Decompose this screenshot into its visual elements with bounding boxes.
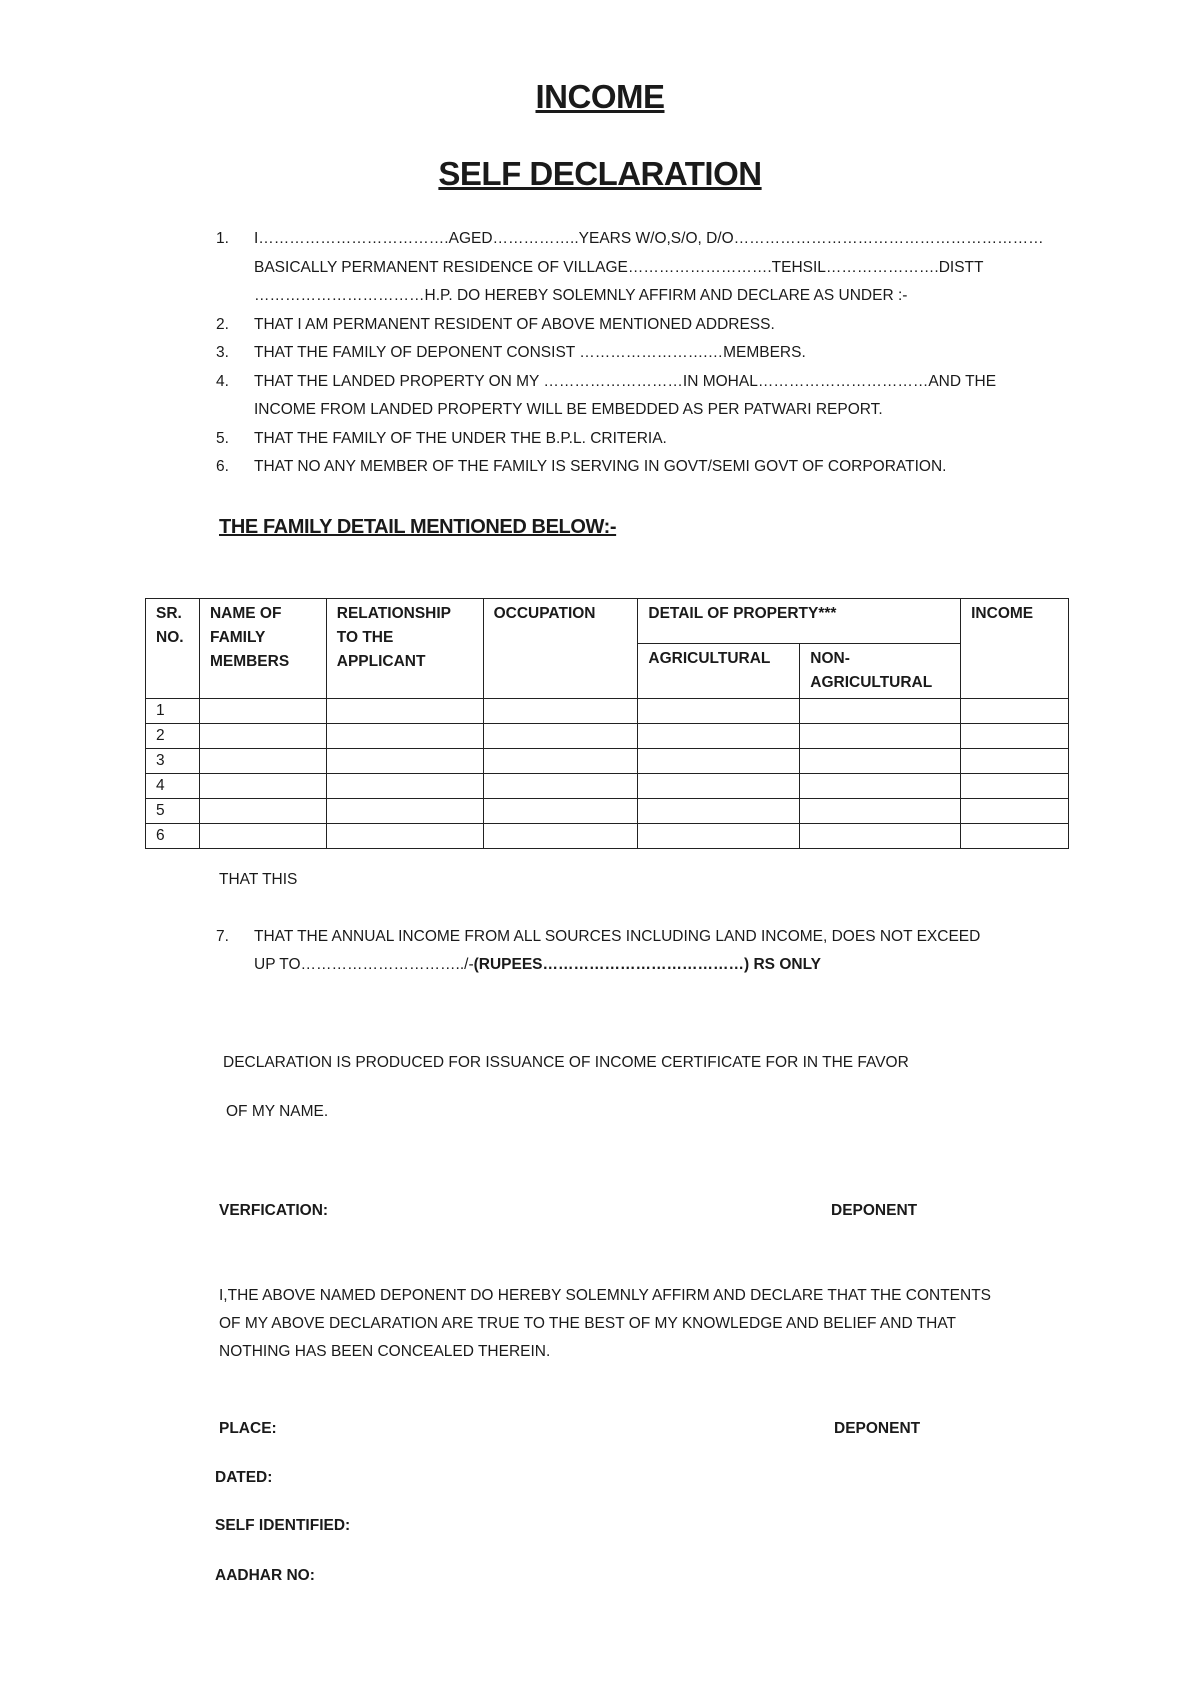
item-number: 3. — [216, 344, 229, 361]
item-line: THAT NO ANY MEMBER OF THE FAMILY IS SERVING IN GOVT/SEMI GOVT OF CORPORATION. — [254, 458, 947, 475]
table-row — [146, 749, 1069, 774]
item-number: 4. — [216, 372, 229, 390]
declaration-item-3 — [200, 339, 1080, 368]
cell-non-agricultural[interactable] — [800, 749, 961, 774]
cell-occupation[interactable] — [483, 699, 638, 724]
place-label: PLACE: — [219, 1420, 277, 1437]
item-number: 5. — [216, 429, 229, 447]
row-number: 1 — [146, 699, 200, 724]
table-row — [146, 724, 1069, 749]
cell-relationship[interactable] — [326, 749, 483, 774]
cell-relationship[interactable] — [326, 699, 483, 724]
that-this-text: THAT THIS — [219, 871, 298, 888]
document-subtitle: SELF DECLARATION — [438, 155, 762, 192]
dated-label: DATED: — [215, 1469, 273, 1486]
cell-relationship[interactable] — [326, 799, 483, 824]
cell-relationship[interactable] — [326, 824, 483, 849]
aadhar-label: AADHAR NO: — [215, 1567, 315, 1584]
header-relationship: RELATIONSHIP TO THE APPLICANT — [326, 599, 483, 699]
cell-name[interactable] — [199, 799, 326, 824]
table-row — [146, 774, 1069, 799]
item-line: THAT THE FAMILY OF DEPONENT CONSIST …………………….…MEMBERS. — [254, 344, 806, 361]
header-sr-no: SR. NO. — [146, 599, 200, 699]
item-line: I……………………………….AGED……………..YEARS W/O,S/O, D/O…………………………………………………… — [254, 230, 1044, 247]
deponent-label-top: DEPONENT — [831, 1202, 918, 1219]
cell-income[interactable] — [961, 724, 1069, 749]
header-non-agricultural: NON- AGRICULTURAL — [800, 644, 961, 699]
table-header-row — [146, 599, 1069, 644]
verification-text — [219, 1282, 1099, 1366]
declaration-item-2 — [200, 311, 1080, 340]
declaration-item-1 — [200, 225, 1080, 311]
row-number: 5 — [146, 799, 200, 824]
cell-occupation[interactable] — [483, 799, 638, 824]
cell-non-agricultural[interactable] — [800, 799, 961, 824]
declaration-item-5 — [200, 425, 1080, 454]
item-number: 1. — [216, 230, 229, 247]
document-title: INCOME — [535, 78, 665, 115]
cell-name[interactable] — [199, 724, 326, 749]
cell-non-agricultural[interactable] — [800, 824, 961, 849]
cell-non-agricultural[interactable] — [800, 724, 961, 749]
verification-label: VERFICATION: — [219, 1202, 329, 1219]
cell-agricultural[interactable] — [638, 699, 800, 724]
header-property: DETAIL OF PROPERTY*** — [638, 599, 961, 644]
item-line: ……………………………H.P. DO HEREBY SOLEMNLY AFFIRM AND DECLARE AS UNDER :- — [254, 287, 908, 304]
cell-occupation[interactable] — [483, 749, 638, 774]
deponent-label-bottom: DEPONENT — [834, 1420, 921, 1437]
cell-occupation[interactable] — [483, 824, 638, 849]
row-number: 3 — [146, 749, 200, 774]
rupees-words-blank: (RUPEES…………………………………) RS ONLY — [473, 956, 821, 973]
cell-name[interactable] — [199, 774, 326, 799]
row-number: 4 — [146, 774, 200, 799]
cell-name[interactable] — [199, 749, 326, 774]
cell-name[interactable] — [199, 699, 326, 724]
item-line: THAT THE FAMILY OF THE UNDER THE B.P.L. CRITERIA. — [254, 429, 667, 447]
header-occupation: OCCUPATION — [483, 599, 638, 699]
family-detail-table — [145, 598, 1069, 849]
self-identified-label: SELF IDENTIFIED: — [215, 1517, 351, 1534]
row-number: 6 — [146, 824, 200, 849]
cell-non-agricultural[interactable] — [800, 774, 961, 799]
cell-agricultural[interactable] — [638, 749, 800, 774]
row-number: 2 — [146, 724, 200, 749]
table-row — [146, 699, 1069, 724]
cell-agricultural[interactable] — [638, 799, 800, 824]
cell-occupation[interactable] — [483, 724, 638, 749]
header-name: NAME OF FAMILY MEMBERS — [199, 599, 326, 699]
table-row — [146, 799, 1069, 824]
declaration-item-6 — [200, 453, 1080, 482]
family-detail-heading: THE FAMILY DETAIL MENTIONED BELOW:- — [219, 516, 617, 538]
verification-line: OF MY ABOVE DECLARATION ARE TRUE TO THE BEST OF MY KNOWLEDGE AND BELIEF AND THAT — [219, 1315, 956, 1332]
purpose-line-1: DECLARATION IS PRODUCED FOR ISSUANCE OF INCOME CERTIFICATE FOR IN THE FAVOR — [223, 1054, 909, 1071]
table-row — [146, 824, 1069, 849]
cell-income[interactable] — [961, 824, 1069, 849]
cell-relationship[interactable] — [326, 724, 483, 749]
cell-agricultural[interactable] — [638, 824, 800, 849]
header-income: INCOME — [961, 599, 1069, 699]
declaration-item-7 — [216, 923, 1096, 979]
verification-line: I,THE ABOVE NAMED DEPONENT DO HEREBY SOLEMNLY AFFIRM AND DECLARE THAT THE CONTENTS — [219, 1287, 992, 1304]
item-line — [254, 951, 1096, 979]
cell-income[interactable] — [961, 699, 1069, 724]
cell-occupation[interactable] — [483, 774, 638, 799]
declaration-item-4 — [200, 368, 1080, 425]
verification-line: NOTHING HAS BEEN CONCEALED THEREIN. — [219, 1343, 551, 1360]
cell-income[interactable] — [961, 799, 1069, 824]
cell-agricultural[interactable] — [638, 724, 800, 749]
header-agricultural: AGRICULTURAL — [638, 644, 800, 699]
cell-non-agricultural[interactable] — [800, 699, 961, 724]
purpose-line-2: OF MY NAME. — [226, 1103, 329, 1120]
income-amount-blank: UP TO…………………………../- — [254, 956, 474, 973]
item-line: THAT THE LANDED PROPERTY ON MY ………………………IN MOHAL……………………………AND THE — [254, 372, 997, 390]
item-number: 6. — [216, 458, 229, 475]
cell-agricultural[interactable] — [638, 774, 800, 799]
item-line: THAT I AM PERMANENT RESIDENT OF ABOVE MENTIONED ADDRESS. — [254, 315, 775, 333]
cell-income[interactable] — [961, 749, 1069, 774]
cell-relationship[interactable] — [326, 774, 483, 799]
cell-name[interactable] — [199, 824, 326, 849]
declaration-list — [200, 225, 1080, 482]
item-line: BASICALLY PERMANENT RESIDENCE OF VILLAGE……………………….TEHSIL………………….DISTT — [254, 258, 984, 276]
item-line: INCOME FROM LANDED PROPERTY WILL BE EMBEDDED AS PER PATWARI REPORT. — [254, 401, 883, 418]
item-number: 2. — [216, 315, 229, 333]
item-line: THAT THE ANNUAL INCOME FROM ALL SOURCES INCLUDING LAND INCOME, DOES NOT EXCEED — [254, 928, 981, 945]
cell-income[interactable] — [961, 774, 1069, 799]
item-number: 7. — [216, 928, 229, 945]
